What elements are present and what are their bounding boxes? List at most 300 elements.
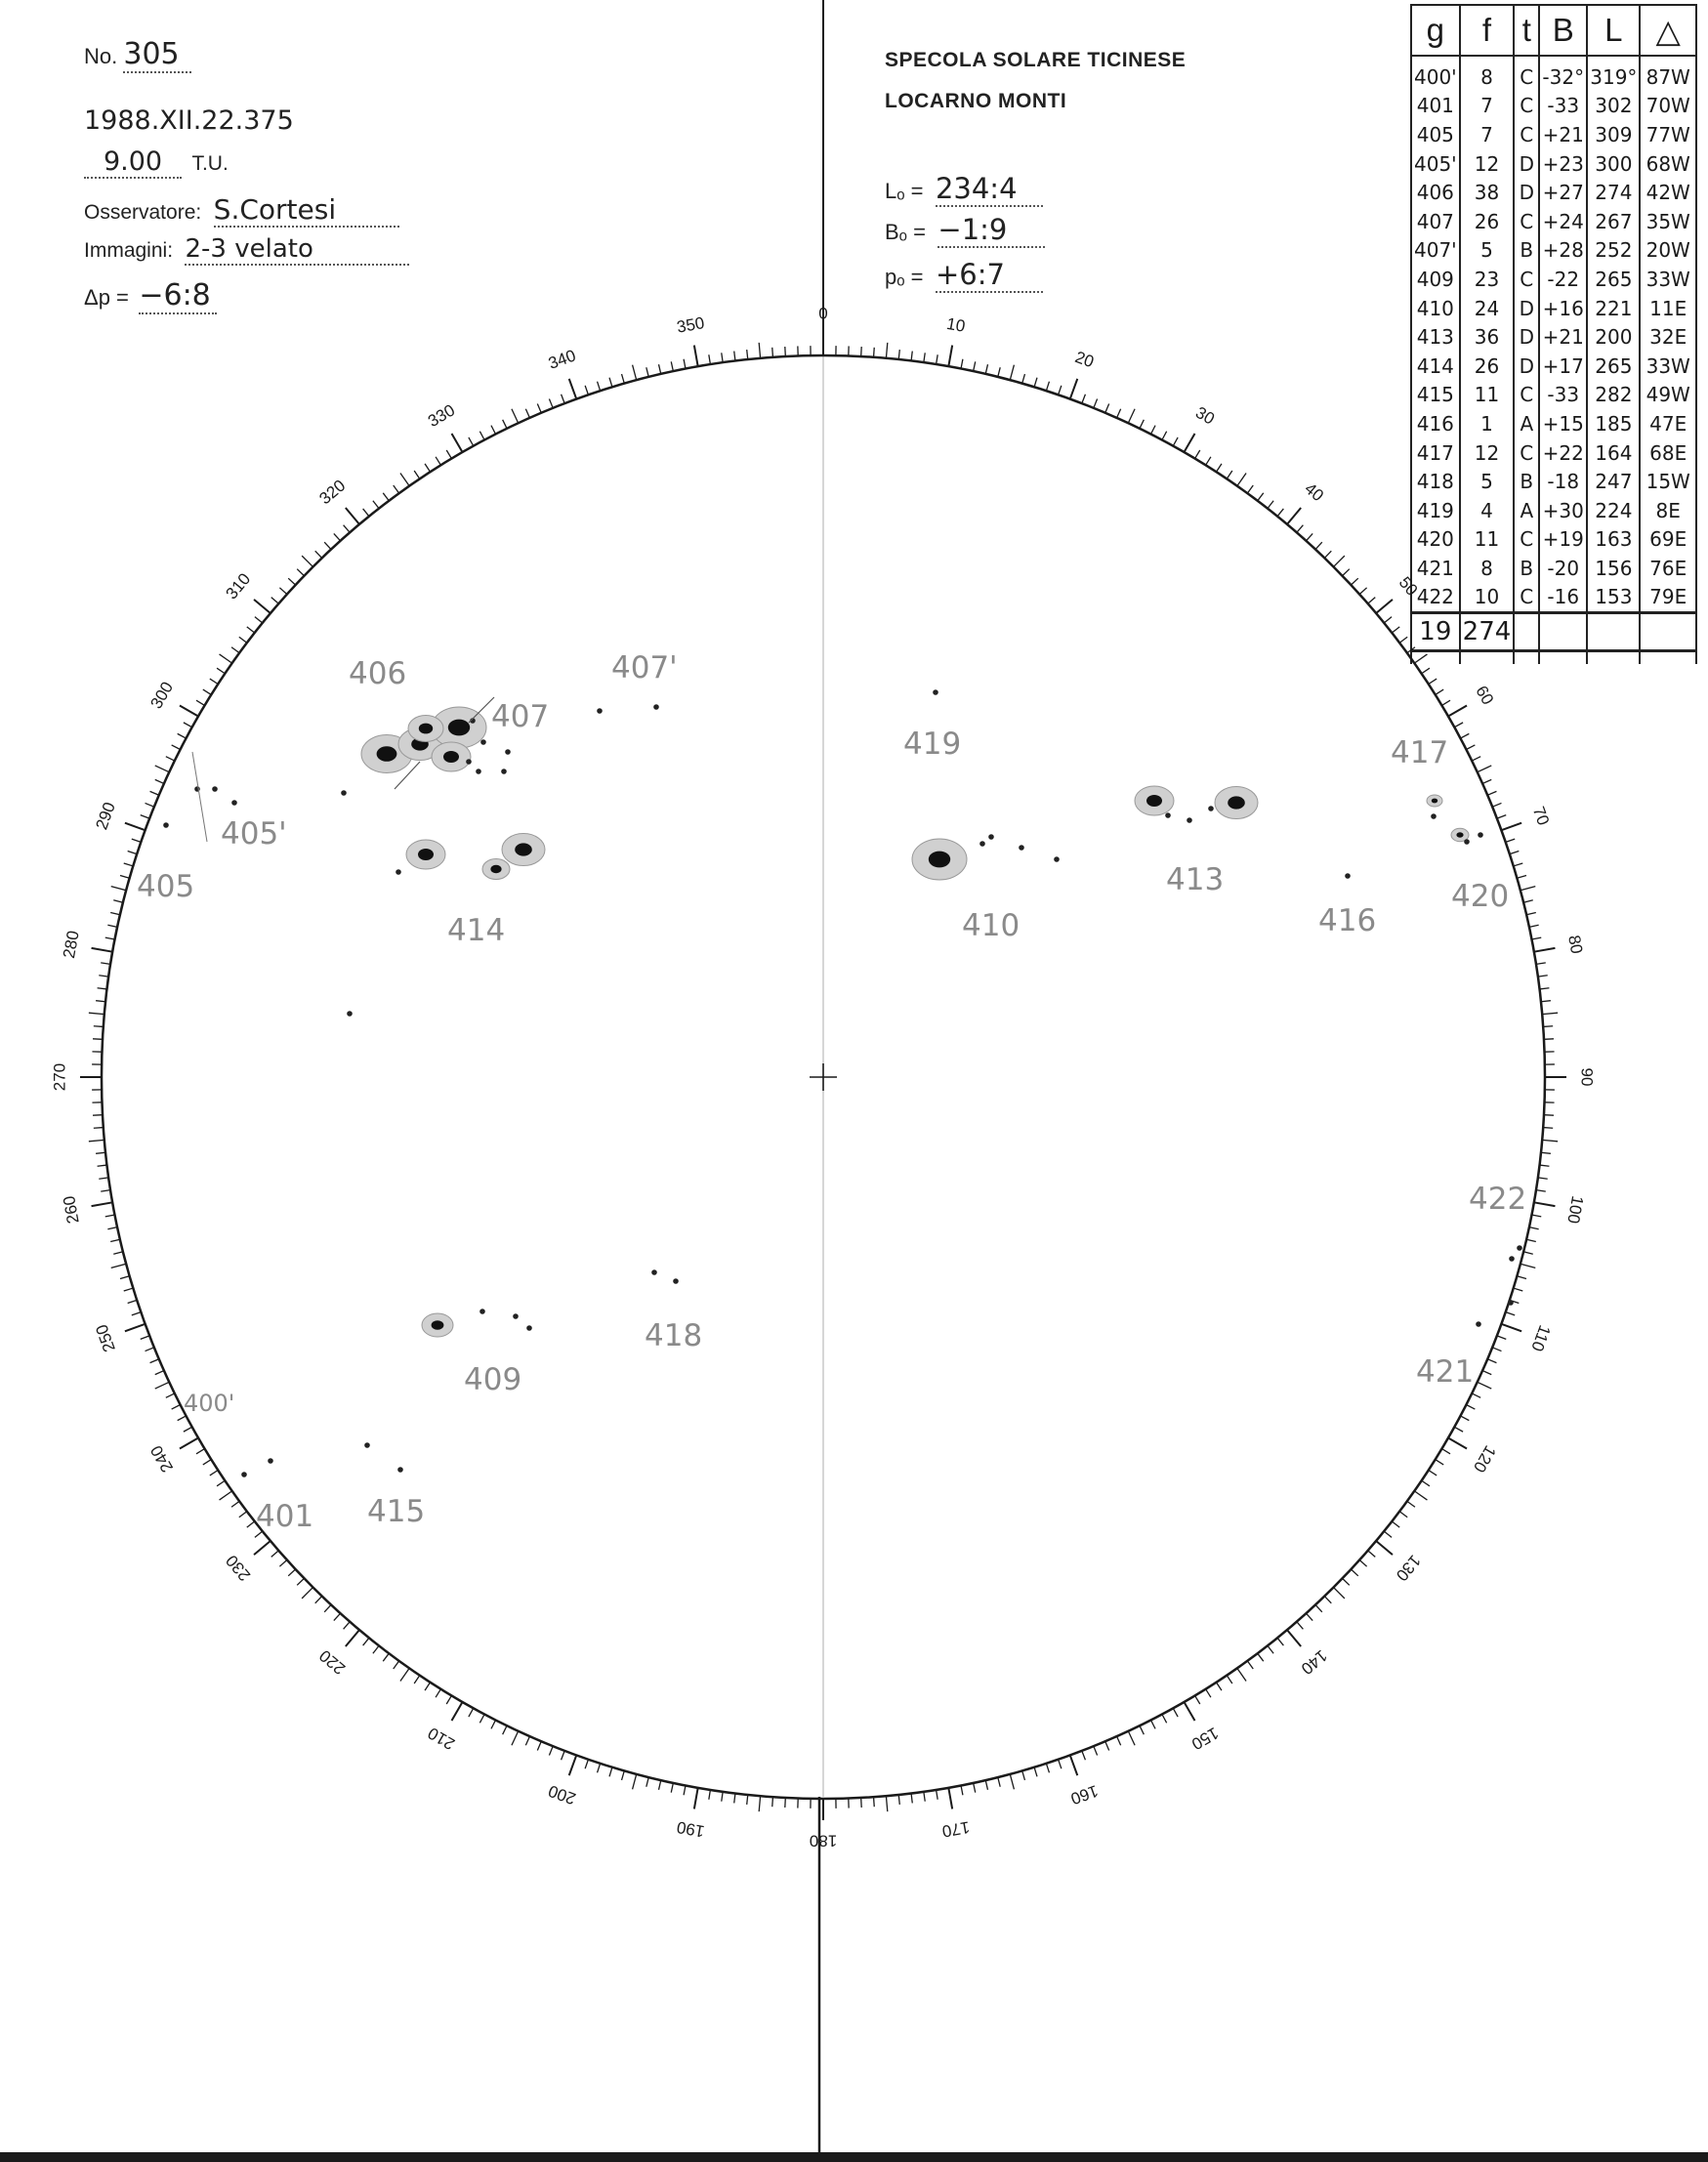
group-label: 407' [611,650,678,686]
table-cell: A [1514,496,1539,525]
sunspot-dot [347,1011,353,1017]
dial-tick [1046,382,1049,392]
dial-tick [279,588,286,595]
dial-tick [247,1521,255,1527]
param-p-value: +6:7 [936,258,1043,293]
dial-tick [562,395,565,403]
dial-tick [1227,1676,1232,1684]
dial-tick [89,1140,104,1141]
dial-tick [315,1597,322,1603]
dial-tick [217,668,225,674]
dial-tick [150,1359,159,1363]
dial-label: 10 [944,313,967,336]
dial-tick [479,432,484,440]
dial-tick [785,347,786,356]
dial-tick [734,352,735,361]
dial-tick [469,437,474,446]
dial-tick [1128,1731,1135,1746]
sunspot-dot [988,834,994,840]
table-cell: +30 [1539,496,1587,525]
dial-tick [585,386,588,395]
dial-tick [709,354,711,364]
dial-tick [1216,464,1221,472]
dial-tick [172,1404,181,1409]
sunspot-dot [653,704,659,710]
col-f: f [1460,5,1515,56]
time-value: 9.00 [84,146,182,179]
dial-tick [101,963,110,965]
dial-tick [1414,1491,1427,1500]
dial-tick [363,509,369,517]
dp-value: −6:8 [139,278,217,314]
dial-tick [772,1797,773,1807]
sunspot-umbra [1228,796,1245,809]
dial-tick [105,1215,115,1217]
dial-tick [759,1796,760,1811]
dial-tick [948,346,952,367]
dial-tick [1538,976,1548,977]
sunspot-dot [268,1458,273,1464]
group-label: 413 [1166,862,1225,897]
dial-tick [1258,493,1264,501]
sunspot-umbra [377,746,397,762]
table-cell: -33 [1539,92,1587,121]
dial-tick [1531,937,1541,939]
table-cell: +28 [1539,236,1587,266]
dial-tick [671,1783,673,1793]
dial-label: 70 [1528,804,1554,828]
dial-tick [178,733,187,738]
table-cell: 77W [1640,120,1696,149]
dial-tick [1414,654,1427,663]
sunspot-dot [241,1472,247,1477]
dial-tick [302,556,312,566]
table-cell: C [1514,56,1539,92]
sunspot-umbra [419,724,433,734]
dial-label: 130 [1392,1551,1425,1585]
dial-tick [89,1013,104,1014]
table-cell: +24 [1539,207,1587,236]
dial-tick [1429,1470,1437,1475]
dial-tick [609,1767,612,1777]
table-cell: 422 [1411,583,1460,613]
group-label: 405' [221,816,287,852]
sunspot-dot [396,869,401,875]
observatory-name: SPECOLA SOLARE TICINESE [885,49,1187,71]
dial-tick [974,361,976,371]
dial-tick [747,350,748,359]
table-cell: +16 [1539,294,1587,323]
table-cell: 407 [1411,207,1460,236]
table-cell: 418 [1411,467,1460,496]
dial-tick [1514,863,1523,866]
dial-tick [1277,1638,1283,1645]
dial-tick [1536,963,1546,965]
dial-tick [334,533,341,540]
dial-tick [155,766,170,772]
dial-tick [383,1653,389,1661]
dial-tick [196,700,205,705]
dial-tick [1237,1668,1246,1681]
dial-tick [220,1491,232,1500]
dial-tick [96,1152,105,1153]
dial-tick [124,863,134,866]
dial-tick [1492,803,1501,807]
sunspot-dot [597,708,603,714]
dial-tick [302,1588,312,1599]
dial-tick [491,1720,496,1728]
table-cell: 33W [1640,265,1696,294]
table-cell: 8 [1460,554,1515,583]
dial-tick [1407,1501,1415,1507]
dial-label: 110 [1527,1322,1555,1354]
dial-tick [1140,1725,1144,1734]
dial-tick [1482,779,1491,783]
table-cell: 7 [1460,120,1515,149]
dial-tick [1497,1336,1506,1340]
dial-tick [93,1039,103,1040]
dial-tick [425,1683,430,1690]
dial-tick [239,1512,247,1518]
table-cell: 23 [1460,265,1515,294]
dial-label: 310 [222,569,255,603]
table-cell: 414 [1411,352,1460,381]
table-cell: 10 [1460,583,1515,613]
table-cell: 12 [1460,149,1515,179]
table-cell: C [1514,207,1539,236]
dial-tick [1384,1531,1392,1537]
dial-tick [125,823,146,831]
dial-tick [911,352,912,361]
table-cell: 70W [1640,92,1696,121]
dial-tick [141,815,149,819]
table-cell: -18 [1539,467,1587,496]
table-cell: 8E [1640,496,1696,525]
dial-tick [346,1630,359,1646]
table-cell: 400' [1411,56,1460,92]
dial-label: 170 [940,1817,972,1841]
dial-tick [1523,1252,1533,1254]
dial-tick [1392,627,1399,633]
sunspot-umbra [1456,832,1463,837]
table-cell: 4 [1460,496,1515,525]
dial-tick [1472,757,1480,761]
dial-tick [974,1783,976,1793]
dial-tick [598,382,601,392]
dial-tick [1497,815,1506,819]
dial-tick [1541,1152,1551,1153]
col-L: L [1587,5,1640,56]
sunspot-dot [1508,1300,1514,1306]
dial-tick [1105,1741,1109,1750]
table-cell: 405' [1411,149,1460,179]
dial-tick [1460,1416,1469,1421]
dial-tick [659,1780,661,1790]
dial-tick [898,350,899,359]
dial-tick [1128,409,1135,424]
dial-tick [414,1676,420,1684]
dial-tick [1514,1288,1523,1291]
dial-label: 300 [146,678,178,713]
dial-tick [166,757,175,761]
table-cell: 407' [1411,236,1460,266]
dial-tick [98,1165,107,1166]
dial-tick [1359,1559,1366,1566]
observation-date: 1988.XII.22.375 [84,105,294,136]
sunspot-umbra [432,1320,444,1330]
dial-tick [671,361,673,371]
table-cell: -16 [1539,583,1587,613]
dial-tick [469,1708,474,1717]
dial-tick [924,1792,925,1802]
dial-tick [1472,1393,1480,1397]
dial-tick [503,1725,507,1734]
dial-tick [1287,508,1301,524]
sunspot-dot [673,1278,679,1284]
group-label: 416 [1318,903,1377,938]
dial-tick [569,379,577,399]
dial-tick [1287,1630,1301,1646]
group-label: 420 [1451,879,1510,914]
dial-tick [998,367,1000,377]
dial-tick [247,627,255,633]
group-label: 414 [447,913,506,948]
dial-tick [1422,1480,1430,1486]
dial-tick [1492,1348,1501,1351]
dial-tick [132,1312,141,1315]
dial-tick [961,359,963,369]
dial-tick [1376,600,1393,613]
dial-tick [1448,706,1467,717]
dial-tick [1529,1227,1539,1229]
table-cell: 11 [1460,381,1515,410]
dial-tick [394,1661,399,1669]
dial-tick [861,347,862,356]
dial-tick [479,1714,484,1723]
time-unit: T.U. [191,152,229,175]
group-label: 407 [491,699,550,734]
dial-tick [734,1793,735,1803]
dial-tick [400,1668,409,1681]
table-cell: 409 [1411,265,1460,294]
dial-tick [659,364,661,374]
dial-tick [1306,533,1312,540]
group-label: 421 [1416,1354,1475,1390]
table-cell: 20W [1640,236,1696,266]
dial-tick [1429,679,1437,684]
dial-label: 350 [675,313,706,337]
table-cell: 26 [1460,352,1515,381]
dial-tick [622,1770,625,1780]
dial-label: 280 [60,929,83,960]
dial-tick [1117,409,1121,418]
dial-tick [1521,1264,1535,1268]
table-cell: 11 [1460,525,1515,555]
dial-tick [1195,450,1200,459]
dial-tick [110,913,120,915]
dial-tick [324,1604,331,1611]
dial-tick [1059,1760,1062,1768]
table-cell: +17 [1539,352,1587,381]
dial-tick [1206,457,1211,465]
table-cell: 417 [1411,438,1460,468]
dial-tick [1436,689,1443,694]
table-cell: +22 [1539,438,1587,468]
dial-tick [1046,1764,1049,1773]
sunspot-umbra [929,852,950,868]
dial-tick [220,654,232,663]
table-cell: B [1514,236,1539,266]
dial-tick [503,420,507,429]
sunspot-umbra [443,751,459,763]
table-cell: 38 [1460,178,1515,207]
sunspot-dot [476,769,481,774]
group-label: 401 [256,1499,314,1534]
dial-tick [346,508,359,524]
dial-tick [609,378,612,388]
dial-tick [1384,617,1392,623]
dial-tick [210,1470,218,1475]
dial-label: 20 [1072,347,1097,372]
group-label: 400' [184,1390,235,1417]
dial-label: 200 [545,1781,579,1809]
dial-tick [146,1348,154,1351]
dial-tick [1150,426,1155,435]
dial-label: 100 [1563,1194,1587,1226]
sunspot-dot [1476,1321,1481,1327]
number-label: No. [84,44,118,68]
dial-tick [722,353,723,362]
dial-tick [961,1785,963,1795]
table-cell: 247 [1587,467,1640,496]
table-cell: 405 [1411,120,1460,149]
dial-tick [1478,1382,1492,1389]
dial-label: 260 [60,1194,83,1226]
sunspot-dot [1165,812,1171,818]
dial-tick [1268,501,1273,509]
dial-tick [344,1622,351,1630]
table-cell: 163 [1587,525,1640,555]
dial-tick [180,706,198,717]
dial-tick [886,343,887,358]
table-cell: C [1514,265,1539,294]
dial-tick [288,578,295,585]
table-cell: 12 [1460,438,1515,468]
dial-label: 210 [424,1723,459,1754]
dial-tick [125,1324,146,1332]
dial-tick [633,365,637,380]
sunspot-dot [1509,1256,1515,1262]
table-cell: 401 [1411,92,1460,121]
sunspot-dot [1431,813,1437,819]
sunspot-dot [479,1309,485,1314]
dial-tick [1059,386,1062,395]
sunspot-dot [341,790,347,796]
dial-tick [184,1427,192,1432]
dial-tick [1162,432,1167,440]
dial-tick [747,1795,748,1805]
sunspot-dot [212,786,218,792]
dial-tick [1448,1438,1467,1449]
dial-tick [1542,1140,1558,1141]
dial-tick [1506,839,1515,842]
dial-tick [1536,1190,1546,1192]
dial-tick [146,803,154,807]
dial-tick [1034,1767,1037,1777]
table-cell: 416 [1411,409,1460,438]
dial-tick [150,791,159,795]
group-label: 410 [962,908,1021,943]
group-label: 418 [645,1318,703,1353]
table-cell: 5 [1460,467,1515,496]
leader-line [192,752,207,842]
dial-tick [1392,1521,1399,1527]
dial-tick [271,598,279,604]
dial-tick [1173,1708,1178,1717]
dial-tick [1466,745,1475,750]
group-label: 406 [349,656,407,691]
dial-tick [512,1731,519,1746]
table-cell: 156 [1587,554,1640,583]
dial-tick [759,343,760,358]
dial-tick [1185,434,1195,452]
dial-tick [383,493,389,501]
dial-tick [1094,1746,1098,1755]
dial-tick [1544,1115,1554,1116]
dial-tick [124,1288,134,1291]
col-B: B [1539,5,1587,56]
dial-tick [722,1792,723,1802]
sunspot-dot [651,1269,657,1275]
table-cell: C [1514,381,1539,410]
table-cell: 7 [1460,92,1515,121]
dial-tick [271,1551,279,1558]
sunspot-dot [526,1325,532,1331]
table-cell: 79E [1640,583,1696,613]
table-cell: 68W [1640,149,1696,179]
dial-tick [1521,887,1535,891]
sunspot-dot [1208,806,1214,811]
dial-tick [334,1613,341,1620]
dial-label: 140 [1297,1645,1331,1679]
table-cell: 406 [1411,178,1460,207]
dial-tick [99,976,108,977]
table-cell: 5 [1460,236,1515,266]
dial-tick [373,501,379,509]
dial-label: 290 [92,799,119,833]
table-cell: +19 [1539,525,1587,555]
dial-tick [99,1178,108,1179]
dial-tick [874,1797,875,1807]
table-cell: 33W [1640,352,1696,381]
scan-edge [0,2152,1708,2162]
dial-tick [1351,578,1357,585]
table-total-cell: 274 [1460,613,1515,651]
sunspot-dot [505,749,511,755]
dial-tick [1070,1755,1078,1775]
sunspot-dot [513,1313,519,1319]
dial-tick [937,1790,938,1800]
table-cell: 47E [1640,409,1696,438]
dial-tick [101,1190,110,1192]
group-label: 405 [137,869,195,904]
dial-tick [1022,1770,1025,1780]
dial-tick [886,1796,887,1811]
dial-tick [1010,365,1014,380]
dial-label: 30 [1192,402,1218,429]
dial-tick [255,617,263,623]
dial-tick [231,1501,239,1507]
